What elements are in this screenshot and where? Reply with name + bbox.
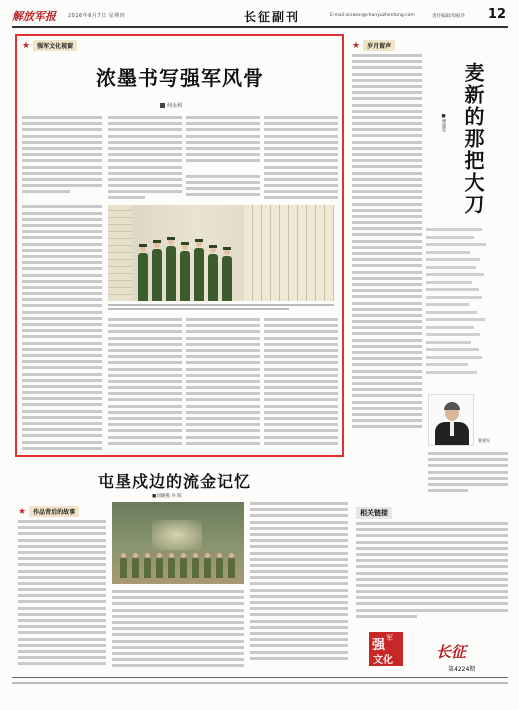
article-column-3-top	[186, 116, 260, 202]
main-story-tag-label: 强军文化视窗	[33, 40, 77, 51]
subheading-2	[186, 166, 260, 171]
author-portrait	[428, 394, 474, 446]
main-headline: 浓墨书写强军风骨	[96, 66, 264, 90]
bottom-headline: 屯垦戍边的流金记忆	[98, 472, 252, 491]
subheading-1	[22, 196, 102, 201]
photo-caption	[108, 303, 334, 315]
soldier-figure	[222, 256, 232, 301]
article-column-4-bottom	[264, 318, 338, 452]
article-column-4-top	[264, 116, 338, 202]
bottom-column-1	[18, 520, 106, 672]
soldier-figure	[208, 254, 218, 301]
soldier-figure	[152, 249, 162, 301]
issue-date: 2016年6月7日 星期四	[68, 13, 126, 19]
contact-email: E-mail:xinwen@chanyuzhentong.com	[330, 13, 415, 18]
author-bio	[428, 452, 508, 496]
byline-square-icon	[160, 103, 165, 108]
stamp-char-big: 强	[372, 638, 386, 653]
bottom-byline: ■刘晓燕 丹 阳	[152, 494, 182, 499]
main-story-tag	[22, 40, 77, 51]
soldier-figure	[180, 251, 190, 301]
stamp-char-small: 军	[386, 634, 393, 642]
section-title: 长征副刊	[244, 10, 301, 24]
changzheng-logo: 长征	[436, 643, 467, 661]
calligraphy-scroll-left	[108, 205, 132, 301]
star-icon: ★	[18, 506, 27, 517]
soldier-figure	[138, 253, 148, 301]
bottom-story-tag	[18, 506, 79, 517]
related-links-body	[356, 522, 508, 626]
poem-body	[426, 228, 506, 378]
poem-author: ■曹建军	[441, 114, 446, 133]
masthead	[12, 6, 508, 28]
related-links-label: 相关链接	[356, 507, 392, 519]
bottom-column-2	[112, 590, 244, 672]
issue-number: 第4224期	[448, 666, 476, 673]
calligraphy-scroll-wall	[244, 205, 334, 301]
newspaper-logo: 解放军报	[12, 10, 56, 23]
related-links-tag	[356, 507, 392, 519]
right-column-tag	[352, 40, 395, 51]
stage-performance-photo	[112, 502, 244, 584]
main-byline-text: 何永利	[167, 103, 183, 109]
calligraphy-exhibition-photo	[108, 205, 334, 301]
star-icon: ★	[352, 40, 361, 51]
right-column-tag-label: 岁月留声	[363, 40, 395, 51]
strong-army-culture-stamp	[369, 632, 403, 666]
page-footer	[12, 677, 508, 689]
soldier-figure	[166, 246, 176, 301]
poem-title: 麦新的那把大刀	[461, 62, 485, 216]
bottom-story-tag-label: 作品背后的故事	[29, 506, 79, 517]
page-number: 12	[487, 7, 506, 22]
soldier-figure	[194, 248, 204, 301]
right-prose-column	[352, 54, 422, 452]
article-column-2-top	[108, 116, 182, 202]
star-icon: ★	[22, 40, 31, 51]
author-name: 曹建军	[478, 438, 490, 443]
main-byline	[160, 102, 182, 109]
responsible-editor: 责任编辑/周振华	[432, 14, 466, 19]
article-column-1	[22, 116, 102, 452]
stamp-char-bottom: 文化	[373, 655, 393, 666]
article-column-3-bottom	[186, 318, 260, 452]
bottom-column-3	[250, 502, 348, 672]
article-column-2-bottom	[108, 318, 182, 452]
